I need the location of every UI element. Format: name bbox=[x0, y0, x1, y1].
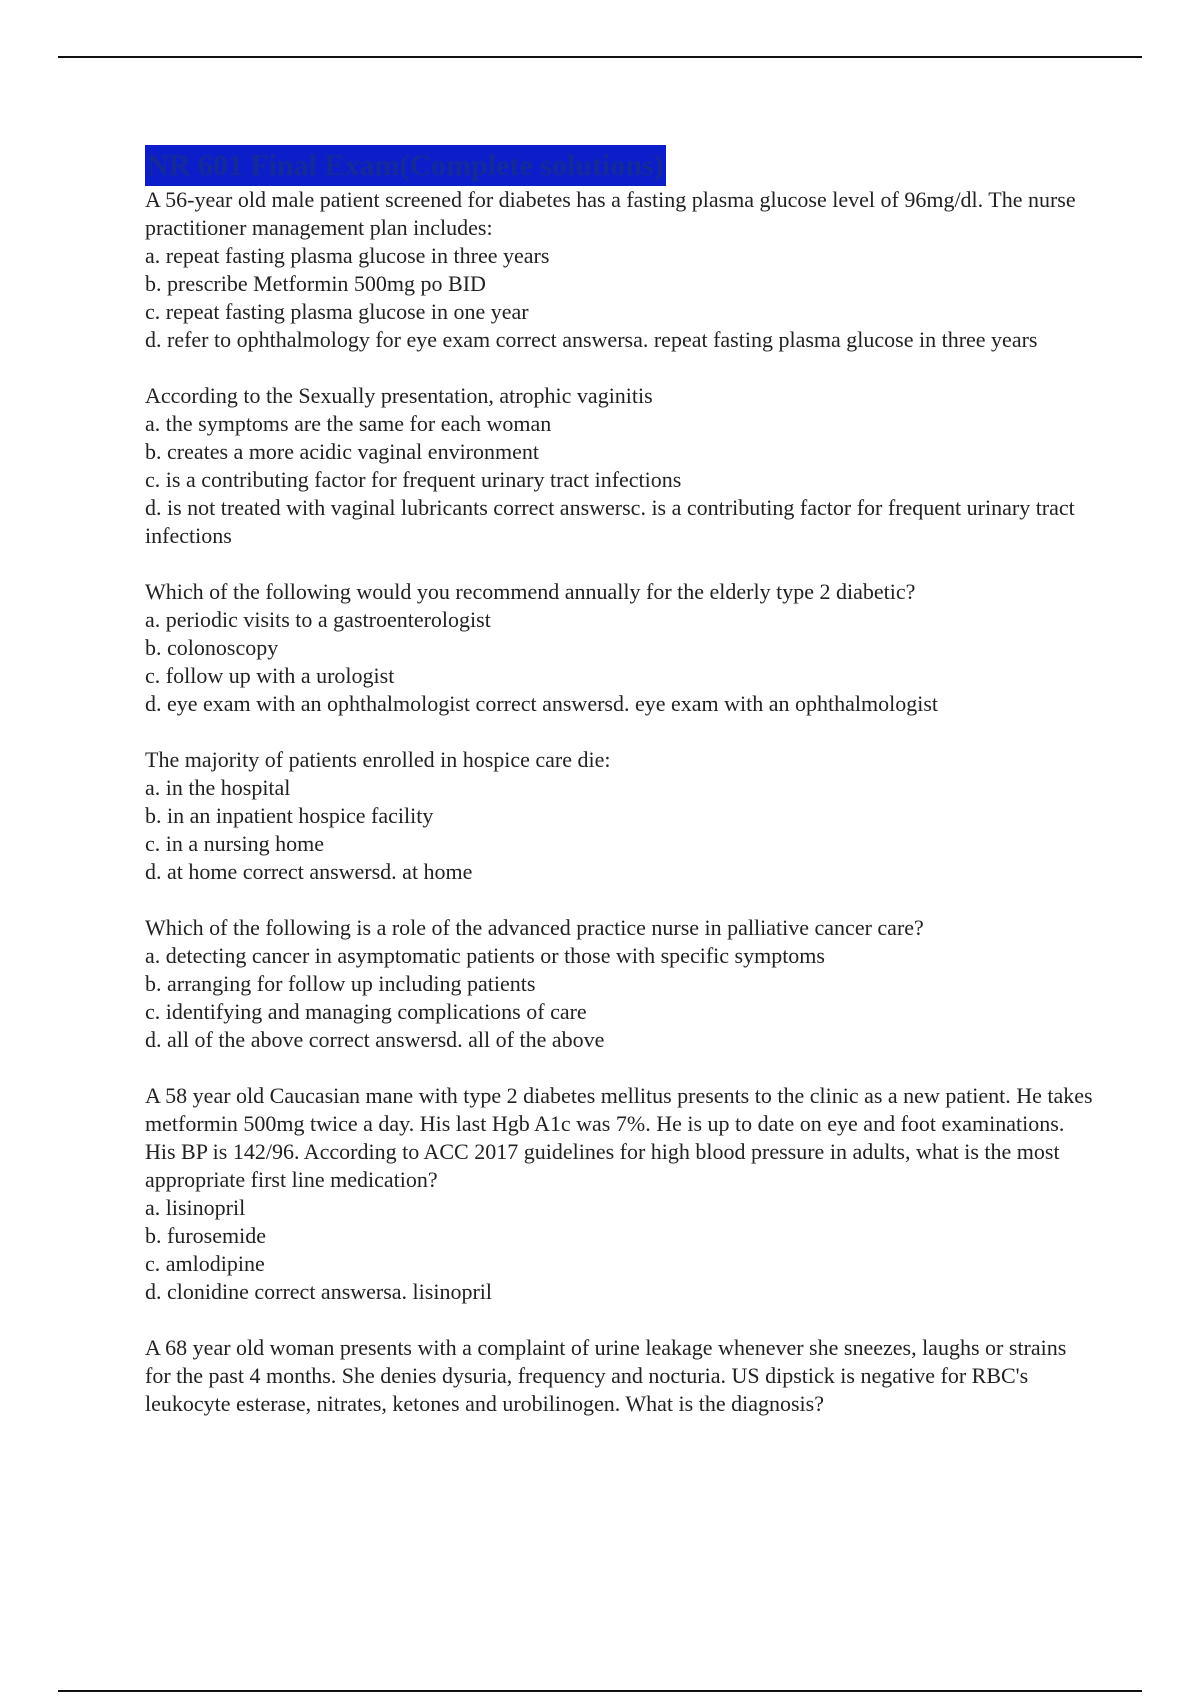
question-stem: A 68 year old woman presents with a complaint of urine leakage whenever she sneezes, laughs or strains for the past 4 months. She denies dysuria, frequency and nocturia. US dipstick is negative for RBC's leukocyte esterase, nitrates, ketones and urobilinogen. What is the diagnosis? bbox=[145, 1335, 1067, 1416]
answer-option: b. prescribe Metformin 500mg po BID bbox=[145, 271, 486, 296]
question-stem: Which of the following would you recommend annually for the elderly type 2 diabetic? bbox=[145, 579, 916, 604]
answer-option: a. periodic visits to a gastroenterologist bbox=[145, 607, 491, 632]
page-top-rule bbox=[58, 56, 1142, 58]
question-4 bbox=[145, 746, 1095, 886]
question-stem: A 58 year old Caucasian mane with type 2 diabetes mellitus presents to the clinic as a new patient. He takes metformin 500mg twice a day. His last Hgb A1c was 7%. He is up to date on eye and foot examinations. His BP is 142/96. According to ACC 2017 guidelines for high blood pressure in adults, what is the most appropriate first line medication? bbox=[145, 1083, 1093, 1192]
answer-option: d. eye exam with an ophthalmologist correct answersd. eye exam with an ophthalmologist bbox=[145, 691, 939, 716]
question-stem: According to the Sexually presentation, atrophic vaginitis bbox=[145, 383, 653, 408]
question-5 bbox=[145, 914, 1095, 1054]
answer-option: b. colonoscopy bbox=[145, 635, 279, 660]
answer-option: a. repeat fasting plasma glucose in three years bbox=[145, 243, 550, 268]
document-body bbox=[145, 145, 1095, 1446]
question-3 bbox=[145, 578, 1095, 718]
question-6 bbox=[145, 1082, 1095, 1306]
question-7 bbox=[145, 1334, 1095, 1418]
answer-option: c. is a contributing factor for frequent urinary tract infections bbox=[145, 467, 682, 492]
answer-option: a. detecting cancer in asymptomatic patients or those with specific symptoms bbox=[145, 943, 825, 968]
answer-option: d. at home correct answersd. at home bbox=[145, 859, 473, 884]
question-1 bbox=[145, 186, 1095, 354]
answer-option: c. identifying and managing complications of care bbox=[145, 999, 587, 1024]
answer-option: c. in a nursing home bbox=[145, 831, 325, 856]
answer-option: c. repeat fasting plasma glucose in one year bbox=[145, 299, 529, 324]
answer-option: d. is not treated with vaginal lubricants correct answersc. is a contributing factor for frequent urinary tract infections bbox=[145, 495, 1075, 548]
answer-option: d. clonidine correct answersa. lisinopril bbox=[145, 1279, 493, 1304]
answer-option: c. follow up with a urologist bbox=[145, 663, 395, 688]
answer-option: d. all of the above correct answersd. all of the above bbox=[145, 1027, 605, 1052]
answer-option: a. lisinopril bbox=[145, 1195, 246, 1220]
answer-option: a. in the hospital bbox=[145, 775, 291, 800]
answer-option: c. amlodipine bbox=[145, 1251, 265, 1276]
question-stem: The majority of patients enrolled in hospice care die: bbox=[145, 747, 611, 772]
answer-option: b. in an inpatient hospice facility bbox=[145, 803, 434, 828]
answer-option: b. furosemide bbox=[145, 1223, 266, 1248]
question-stem: Which of the following is a role of the advanced practice nurse in palliative cancer care? bbox=[145, 915, 924, 940]
answer-option: a. the symptoms are the same for each woman bbox=[145, 411, 552, 436]
page-bottom-rule bbox=[58, 1690, 1142, 1692]
answer-option: b. creates a more acidic vaginal environment bbox=[145, 439, 539, 464]
answer-option: d. refer to ophthalmology for eye exam correct answersa. repeat fasting plasma glucose in three years bbox=[145, 327, 1038, 352]
question-2 bbox=[145, 382, 1095, 550]
answer-option: b. arranging for follow up including patients bbox=[145, 971, 536, 996]
document-title: NR 601 Final Exam(Complete solutions) bbox=[145, 145, 666, 186]
question-stem: A 56-year old male patient screened for diabetes has a fasting plasma glucose level of 96mg/dl. The nurse practitioner management plan includes: bbox=[145, 187, 1076, 240]
